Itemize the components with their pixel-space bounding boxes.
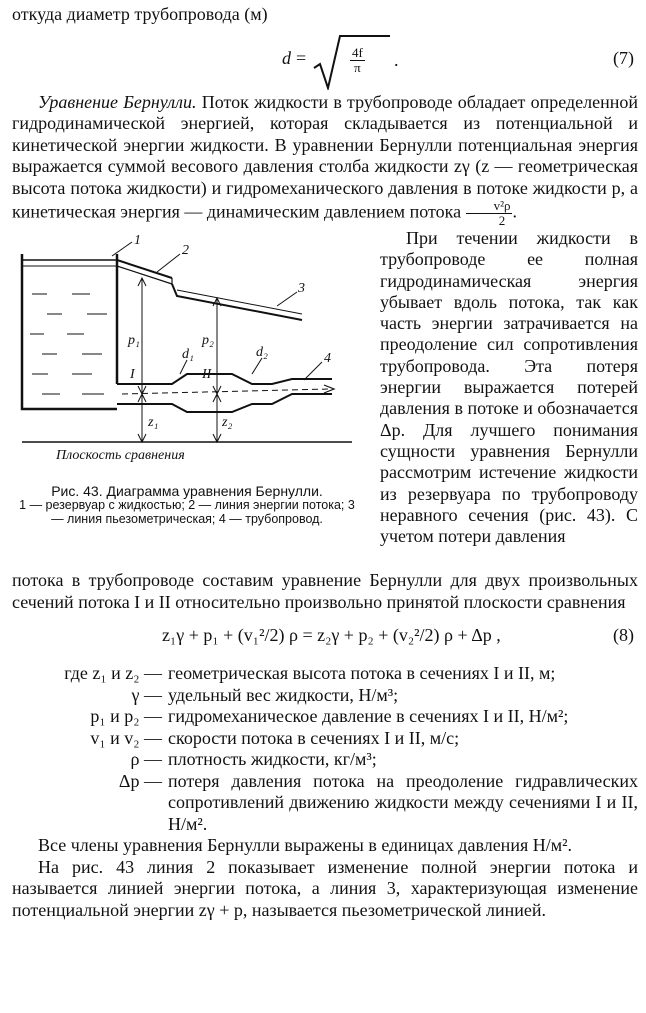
label-z2: z₂ [222, 415, 233, 430]
definition-row [12, 663, 638, 685]
caption-body: 1 — резервуар с жидкостью; 2 — линия энергии потока; 3 — линия пьезометрическая; 4 — трубопровод. [19, 498, 355, 526]
definition-text: потеря давления потока на преодоление гидравлических сопротивлений движению жидкости между сечениями I и II, Н/м². [168, 770, 638, 834]
paragraph-body: Поток жидкости в трубопроводе обладает определенной гидродинамической энергией, которая складывается из потенциальной и кинетической энергии жидкости. В уравнении Бернулли потенциальная энергия выражается суммой весового давления столба жидкости zγ (z — геометрическая высота потока жидкости) и гидромеханического давления в потоке жидкости p, а кинетическая энергия — динамическим давлением потока [12, 91, 639, 222]
definition-row [12, 749, 638, 771]
paragraph-bernoulli [12, 92, 638, 229]
formula-7-num: 4f [352, 44, 363, 60]
label-d2: d₂ [256, 345, 268, 360]
definition-term: γ — [131, 684, 162, 705]
formula-8-expr: z₁γ + p₁ + (v₁²/2) ρ = z₂γ + p₂ + (v₂²/2) ρ + Δp , [162, 625, 501, 645]
formula-7-fraction [350, 46, 365, 75]
page [12, 4, 638, 921]
figure-caption [12, 484, 362, 526]
formula-8 [12, 613, 638, 663]
paragraph-tail: . [512, 201, 517, 222]
label-section-I: I [130, 367, 135, 382]
definition-text: удельный вес жидкости, Н/м³; [168, 684, 399, 705]
figure-43 [12, 234, 362, 485]
definition-row [12, 771, 638, 836]
caption-title: Рис. 43. Диаграмма уравнения Бернулли. [51, 483, 323, 499]
definition-text: плотность жидкости, кг/м³; [168, 749, 377, 769]
intro-line: откуда диаметр трубопровода (м) [12, 4, 268, 24]
label-3: 3 [298, 281, 305, 296]
sqrt-radical [312, 34, 399, 96]
label-4: 4 [324, 351, 331, 366]
label-1: 1 [134, 234, 141, 248]
paragraph-lines: На рис. 43 линия 2 показывает изменение полной энергии потока и называется линией энергии потока, а линия 3, характеризующая изменение потенциальной энергии zγ + p, называется пьезометрической линией. [12, 856, 638, 920]
definition-text: геометрическая высота потока в сечениях I и II, м; [168, 663, 556, 683]
label-section-II: II [202, 367, 212, 382]
paragraph-units: Все члены уравнения Бернулли выражены в единицах давления Н/м². [38, 835, 573, 855]
definition-row [12, 685, 638, 707]
formula-7 [12, 26, 638, 92]
definition-term: Δp — [118, 770, 162, 791]
side-text: При течении жидкости в трубопроводе ее полная гидродинамическая энергия убывает вдоль потока, так как часть энергии затрачивается на преодоление сил сопротивления трубопровода. Эта потеря энергии выражается потерей давления в потоке и обозначается Δp. Для лучшего понимания сущности уравнения Бернулли рассмотрим истечение жидкости из резервуара по трубопроводу неравного сечения (рис. 43). С учетом потери давления [380, 228, 638, 547]
label-d1: d₁ [182, 347, 194, 362]
paragraph-lead: Уравнение Бернулли. [38, 91, 197, 112]
dynamic-pressure-fraction [466, 199, 513, 228]
definition-term: p₁ и p₂ — [90, 706, 162, 726]
formula-7-den: π [354, 59, 361, 75]
paragraph-equation-intro: потока в трубопроводе составим уравнение Бернулли для двух произвольных сечений потока I и II относительно произвольно принятой плоскости сравнения [12, 570, 638, 612]
formula-7-lhs: d [282, 47, 291, 68]
plane-label: Плоскость сравнения [56, 448, 185, 463]
formula-7-tail: . [394, 49, 399, 70]
formula-7-number: (7) [613, 47, 634, 68]
bernoulli-diagram [12, 234, 362, 479]
frac-num: v²ρ [466, 199, 513, 214]
label-2: 2 [182, 243, 189, 258]
definition-row [12, 728, 638, 750]
label-p2: p₂ [202, 333, 214, 348]
figure-row [12, 228, 638, 570]
definitions [12, 663, 638, 835]
formula-7-eq: = [296, 47, 307, 68]
definition-term: ρ — [130, 749, 162, 769]
definition-term: v₁ и v₂ — [90, 727, 162, 748]
definition-row [12, 706, 638, 728]
definition-term: где z₁ и z₂ — [64, 663, 162, 683]
formula-8-number: (8) [613, 625, 634, 645]
definition-text: гидромеханическое давление в сечениях I и II, Н/м²; [168, 706, 569, 726]
label-z1: z₁ [148, 415, 159, 430]
frac-den: 2 [498, 213, 506, 228]
definition-text: скорости потока в сечениях I и II, м/с; [168, 727, 460, 748]
label-p1: p₁ [128, 333, 140, 348]
